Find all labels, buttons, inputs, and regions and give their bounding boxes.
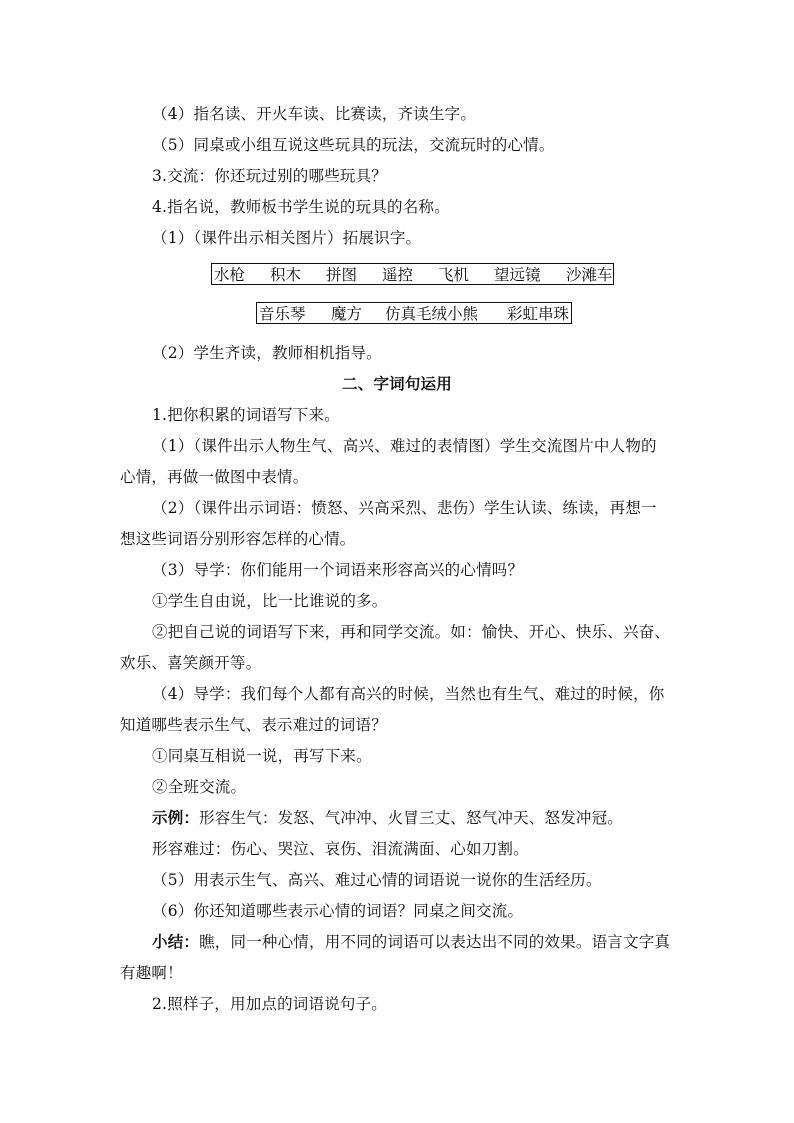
text-line: （4）指名读、开火车读、比赛读，齐读生字。 xyxy=(152,105,477,123)
word-item: 仿真毛绒小熊 xyxy=(385,305,479,323)
word-item: 积木 xyxy=(270,266,302,284)
text-line: ①学生自由说，比一比谁说的多。 xyxy=(152,592,388,610)
word-item: 沙滩车 xyxy=(566,266,613,284)
text-line: 3.交流：你还玩过别的哪些玩具？ xyxy=(152,167,387,185)
text-line: 心情，再做一做图中表情。 xyxy=(120,468,309,486)
text-line: 有趣啊！ xyxy=(120,964,183,982)
text-line: （6）你还知道哪些表示心情的词语？同桌之间交流。 xyxy=(152,902,524,920)
text-line: 4.指名说，教师板书学生说的玩具的名称。 xyxy=(152,198,450,216)
text-line: （1）（课件出示相关图片）拓展识字。 xyxy=(152,229,422,247)
example-line xyxy=(152,808,623,828)
summary-line xyxy=(152,932,670,952)
word-item: 音乐琴 xyxy=(259,305,306,323)
word-item: 遥控 xyxy=(382,266,414,284)
toy-words-box-1 xyxy=(211,263,614,285)
text-line: （2）（课件出示词语：愤怒、兴高采烈、悲伤）学生认读、练读，再想一 xyxy=(152,499,657,517)
text-line: （3）导学：你们能用一个词语来形容高兴的心情吗？ xyxy=(152,561,524,579)
section-heading: 二、字词句运用 xyxy=(342,374,452,393)
word-item: 飞机 xyxy=(438,266,470,284)
summary-label: 小结： xyxy=(152,932,200,951)
text-line: 2.照样子，用加点的词语说句子。 xyxy=(152,995,387,1013)
text-line: ②把自己说的词语写下来，再和同学交流。如：愉快、开心、快乐、兴奋、 xyxy=(152,623,671,641)
text-line: （4）导学：我们每个人都有高兴的时候，当然也有生气、难过的时候，你 xyxy=(152,685,665,703)
text-line: 想这些词语分别形容怎样的心情。 xyxy=(120,530,356,548)
example-label: 示例： xyxy=(152,808,200,827)
example-text: 形容生气：发怒、气冲冲、火冒三丈、怒气冲天、怒发冲冠。 xyxy=(199,809,624,827)
word-item: 拼图 xyxy=(326,266,358,284)
text-line: （5）用表示生气、高兴、难过心情的词语说一说你的生活经历。 xyxy=(152,871,602,889)
text-line: 形容难过：伤心、哭泣、哀伤、泪流满面、心如刀割。 xyxy=(152,840,529,858)
text-line: ②全班交流。 xyxy=(152,778,247,796)
text-line: （2）学生齐读，教师相机指导。 xyxy=(152,344,382,362)
text-line: （1）（课件出示人物生气、高兴、难过的表情图）学生交流图片中人物的 xyxy=(152,437,657,455)
toy-words-box-2 xyxy=(256,302,572,324)
text-line: 知道哪些表示生气、表示难过的词语？ xyxy=(120,716,387,734)
word-item: 彩虹串珠 xyxy=(507,305,570,323)
word-item: 魔方 xyxy=(331,305,363,323)
summary-text: 瞧，同一种心情，用不同的词语可以表达出不同的效果。语言文字真 xyxy=(199,933,671,951)
text-line: ①同桌互相说一说，再写下来。 xyxy=(152,747,372,765)
text-line: 欢乐、喜笑颜开等。 xyxy=(120,654,262,672)
text-line: 1.把你积累的词语写下来。 xyxy=(152,406,340,424)
word-item: 望远镜 xyxy=(494,266,541,284)
text-line: （5）同桌或小组互说这些玩具的玩法，交流玩时的心情。 xyxy=(152,136,555,154)
word-item: 水枪 xyxy=(214,266,246,284)
